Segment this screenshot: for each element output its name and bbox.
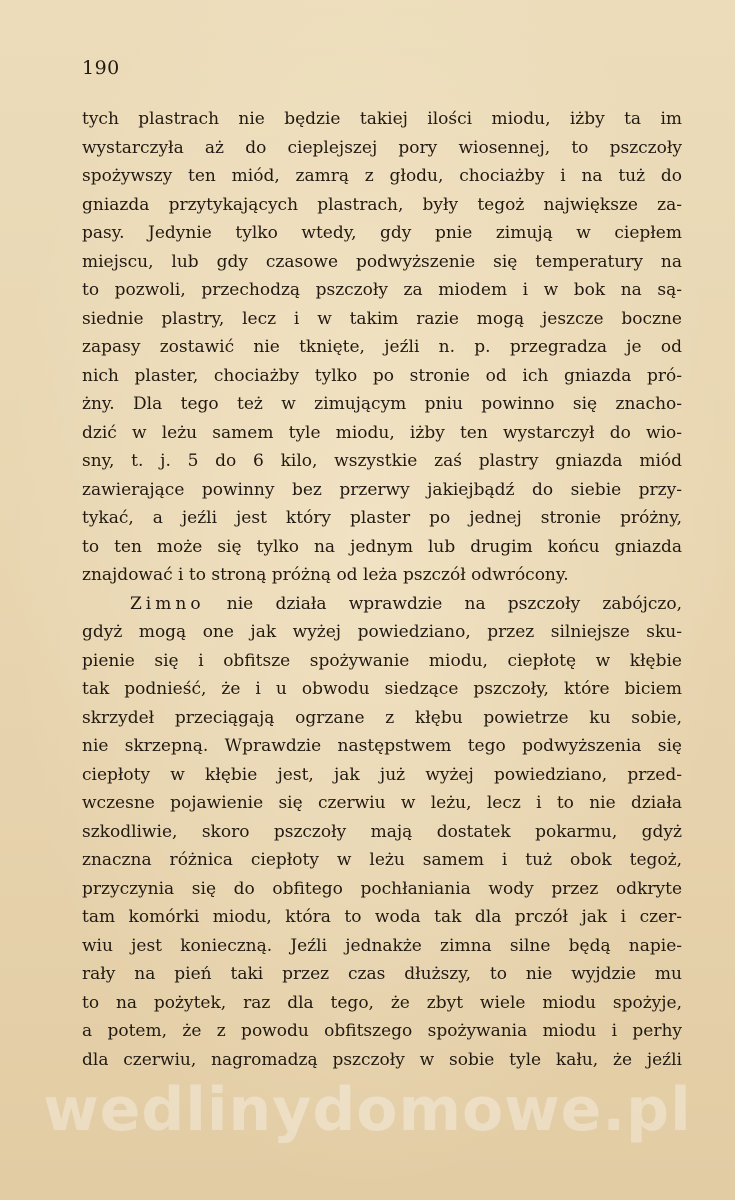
text-line: wczesne pojawienie się czerwiu w leżu, lecz i to nie działa bbox=[82, 793, 682, 813]
text-line: żny. Dla tego też w zimującym pniu powinno się znacho- bbox=[82, 394, 682, 414]
text-line: gniazda przytykających plastrach, były tegoż największe za- bbox=[82, 194, 682, 215]
page-number: 190 bbox=[82, 57, 120, 79]
text-line: pienie się i obfitsze spożywanie miodu, ciepłotę w kłębie bbox=[82, 650, 682, 671]
text-line: miejscu, lub gdy czasowe podwyższenie się temperatury na bbox=[82, 251, 682, 272]
text-line: dzić w leżu samem tyle miodu, iżby ten wystarczył do wio- bbox=[82, 422, 682, 443]
text-line: przyczynia się do obfitego pochłaniania wody przez odkryte bbox=[82, 878, 682, 899]
text-line: spożywszy ten miód, zamrą z głodu, chociażby i na tuż do bbox=[82, 166, 682, 186]
text-line: sny, t. j. 5 do 6 kilo, wszystkie zaś plastry gniazda miód bbox=[82, 451, 682, 471]
text-line: znaczna różnica ciepłoty w leżu samem i tuż obok tegoż, bbox=[82, 850, 682, 870]
text-line: zawierające powinny bez przerwy jakiejbądź do siebie przy- bbox=[82, 479, 682, 500]
text-line: pasy. Jedynie tylko wtedy, gdy pnie zimują w ciepłem bbox=[82, 223, 682, 243]
text-line: szkodliwie, skoro pszczoły mają dostatek pokarmu, gdyż bbox=[82, 821, 682, 842]
text-line-rest: nie działa wprawdzie na pszczoły zabójczo, bbox=[226, 593, 682, 614]
text-line: nie skrzepną. Wprawdzie następstwem tego podwyższenia się bbox=[82, 736, 682, 756]
text-line: tych plastrach nie będzie takiej ilości miodu, iżby ta im bbox=[82, 109, 682, 129]
text-line: zapasy zostawić nie tknięte, jeźli n. p. przegradza je od bbox=[82, 337, 682, 357]
text-line: rały na pień taki przez czas dłuższy, to nie wyjdzie mu bbox=[82, 964, 682, 984]
watermark: wedlinydomowe.pl bbox=[43, 1075, 692, 1145]
text-line: tak podnieść, że i u obwodu siedzące pszczoły, które biciem bbox=[82, 679, 682, 699]
text-line: tam komórki miodu, która to woda tak dla prczół jak i czer- bbox=[82, 907, 682, 927]
text-line: tykać, a jeźli jest który plaster po jednej stronie próżny, bbox=[82, 508, 682, 528]
text-line: wystarczyła aż do cieplejszej pory wiosennej, to pszczoły bbox=[82, 137, 682, 158]
text-line: a potem, że z powodu obfitszego spożywania miodu i perhy bbox=[82, 1021, 682, 1041]
text-line-paragraph-start bbox=[82, 590, 682, 619]
text-line: dla czerwiu, nagromadzą pszczoły w sobie tyle kału, że jeźli bbox=[82, 1049, 682, 1070]
body-text bbox=[82, 105, 682, 1074]
text-line: siednie plastry, lecz i w takim razie mogą jeszcze boczne bbox=[82, 308, 682, 329]
text-line: to pozwoli, przechodzą pszczoły za miodem i w bok na są- bbox=[82, 280, 682, 300]
text-line-paragraph-end: znajdować i to stroną próżną od leża pszczół odwrócony. bbox=[82, 565, 569, 585]
text-line: gdyż mogą one jak wyżej powiedziano, przez silniejsze sku- bbox=[82, 622, 682, 642]
emphasized-word: Zimno bbox=[130, 593, 205, 614]
text-line: skrzydeł przeciągają ogrzane z kłębu powietrze ku sobie, bbox=[82, 707, 682, 728]
text-line: to ten może się tylko na jednym lub drugim końcu gniazda bbox=[82, 536, 682, 557]
text-line: wiu jest konieczną. Jeźli jednakże zimna silne będą napie- bbox=[82, 935, 682, 956]
text-line: to na pożytek, raz dla tego, że zbyt wiele miodu spożyje, bbox=[82, 992, 682, 1013]
text-line: ciepłoty w kłębie jest, jak już wyżej powiedziano, przed- bbox=[82, 764, 682, 785]
text-line: nich plaster, chociażby tylko po stronie od ich gniazda pró- bbox=[82, 365, 682, 386]
